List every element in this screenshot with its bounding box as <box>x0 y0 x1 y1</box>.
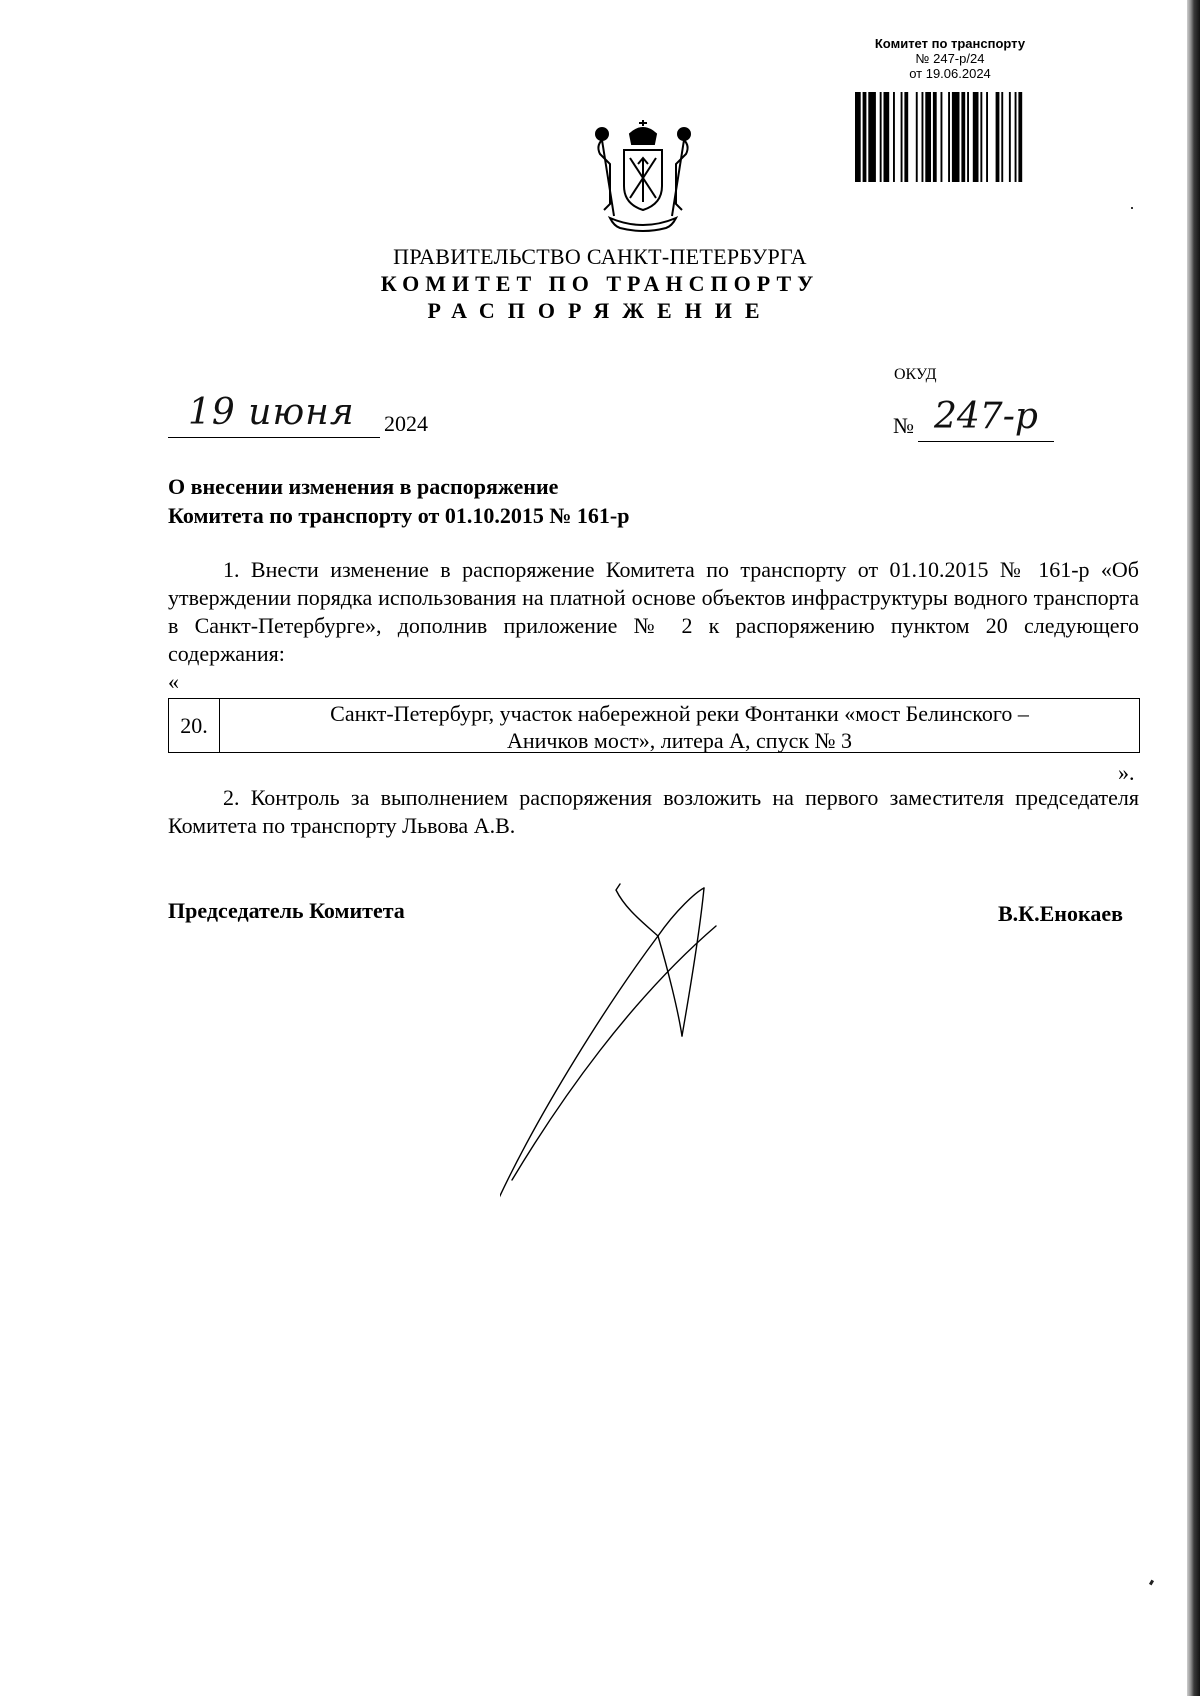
number-label: № <box>893 413 914 438</box>
government-title: ПРАВИТЕЛЬСТВО САНКТ-ПЕТЕРБУРГА <box>393 244 807 269</box>
date-year: 2024 <box>384 411 428 436</box>
scan-speck <box>1149 1580 1154 1586</box>
document-type-title: РАСПОРЯЖЕНИЕ <box>427 298 773 323</box>
document-subject <box>168 472 630 530</box>
closing-quote: ». <box>1118 760 1135 785</box>
signer-name: В.К.Енокаев <box>998 901 1123 926</box>
stamp-line-number: № 247-р/24 <box>915 51 985 66</box>
handwritten-signature-icon <box>500 880 800 1210</box>
coat-of-arms-icon <box>588 120 698 232</box>
okud-label: ОКУД <box>894 366 937 383</box>
stamp-line-org: Комитет по транспорту <box>874 36 1026 51</box>
paragraph-1-text: 1. Внести изменение в распоряжение Комитета по транспорту от 01.10.2015 № 161-р «Об утверждении порядка использования на платной основе объектов инфраструктуры водного транспорта в Санкт-Петербурге», дополнив приложение № 2 к распоряжению пунктом 20 следующего содержания: <box>168 557 1139 666</box>
registration-stamp <box>850 36 1050 81</box>
scan-speck <box>1131 207 1133 209</box>
amendment-table <box>168 698 1140 753</box>
stamp-line-date: от 19.06.2024 <box>909 66 991 81</box>
committee-title: КОМИТЕТ ПО ТРАНСПОРТУ <box>380 271 820 296</box>
handwritten-date: 19 июня <box>188 392 355 433</box>
opening-quote: « <box>168 669 179 694</box>
date-underline <box>168 437 380 438</box>
table-cell-address <box>220 699 1139 753</box>
paragraph-2-text: 2. Контроль за выполнением распоряжения возложить на первого заместителя председателя Комитета по транспорту Львова А.В. <box>168 785 1139 838</box>
signer-position: Председатель Комитета <box>168 898 405 923</box>
table-cell-number: 20. <box>169 699 220 752</box>
paragraph-2 <box>168 784 1139 840</box>
address-line-2: Аничков мост», литера А, спуск № 3 <box>506 728 853 753</box>
handwritten-number: 247-р <box>934 396 1038 437</box>
paragraph-1 <box>168 556 1139 668</box>
subject-line-2: Комитета по транспорту от 01.10.2015 № 161-р <box>168 503 630 528</box>
number-underline <box>918 441 1054 442</box>
subject-line-1: О внесении изменения в распоряжение <box>168 474 559 499</box>
address-line-1: Санкт-Петербург, участок набережной реки Фонтанки «мост Белинского – <box>330 701 1029 726</box>
barcode-icon <box>855 92 1060 182</box>
